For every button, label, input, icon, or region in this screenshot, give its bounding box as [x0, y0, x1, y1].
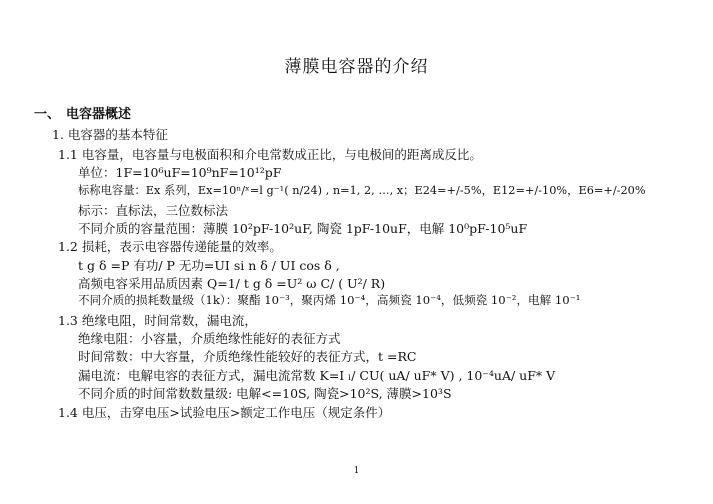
body-line: 不同介质的损耗数量级（1k）：聚酯 10⁻³，聚丙烯 10⁻⁴，高频瓷 10⁻⁴，低频瓷 10⁻²，电解 10⁻¹	[78, 293, 581, 307]
section-heading-text: 电容器概述	[66, 107, 132, 122]
body-line: 不同介质的时间常数数量级: 电解<=10S, 陶瓷>10²S, 薄膜>10³S	[78, 386, 452, 401]
body-line: 绝缘电阻：小容量，介质绝缘性能好的表征方式	[78, 331, 341, 346]
section-number: 一、	[34, 107, 61, 122]
body-line: 标示：直标法，三位数标法	[78, 203, 229, 218]
body-line: 漏电流：电解电容的表征方式，漏电流常数 K=I ₗ/ CU( uA/ uF* V) , 10⁻⁴uA/ uF* V	[78, 368, 556, 383]
page-number: 1	[353, 466, 360, 476]
body-line: 1. 电容器的基本特征	[52, 127, 168, 142]
body-line: 时间常数：中大容量，介质绝缘性能较好的表征方式，t =RC	[78, 349, 417, 364]
body-line: 1.4 电压，击穿电压>试验电压>额定工作电压（规定条件）	[58, 405, 391, 420]
body-line: 1.3 绝缘电阻，时间常数，漏电流，	[58, 313, 257, 328]
section-heading	[34, 103, 131, 122]
body-line: 1.1 电容量，电容量与电极面积和介电常数成正比，与电极间的距离成反比。	[58, 147, 482, 162]
body-line: 高频电容采用品质因素 Q=1/ t g δ =U² ω C/ ( U²/ R)	[78, 276, 386, 291]
body-line: t g δ =P 有功/ P 无功=UI si n δ / UI cos δ ,	[78, 258, 340, 273]
body-line: 不同介质的容量范围：薄膜 10²pF-10²uF, 陶瓷 1pF-10uF，电解 10⁰pF-10⁵uF	[78, 221, 528, 236]
body-line: 单位：1F=10⁶uF=10⁹nF=10¹²pF	[78, 165, 282, 180]
document-title: 薄膜电容器的介绍	[284, 57, 429, 77]
body-line: 1.2 损耗，表示电容器传递能量的效率。	[58, 239, 282, 254]
body-line: 标称电容量：Ex 系列，Ex=10ⁿ/ˣ=l g⁻¹( n/24) , n=1, 2, …, x；E24=+/-5%，E12=+/-10%，E6=+/-20%	[78, 184, 646, 197]
